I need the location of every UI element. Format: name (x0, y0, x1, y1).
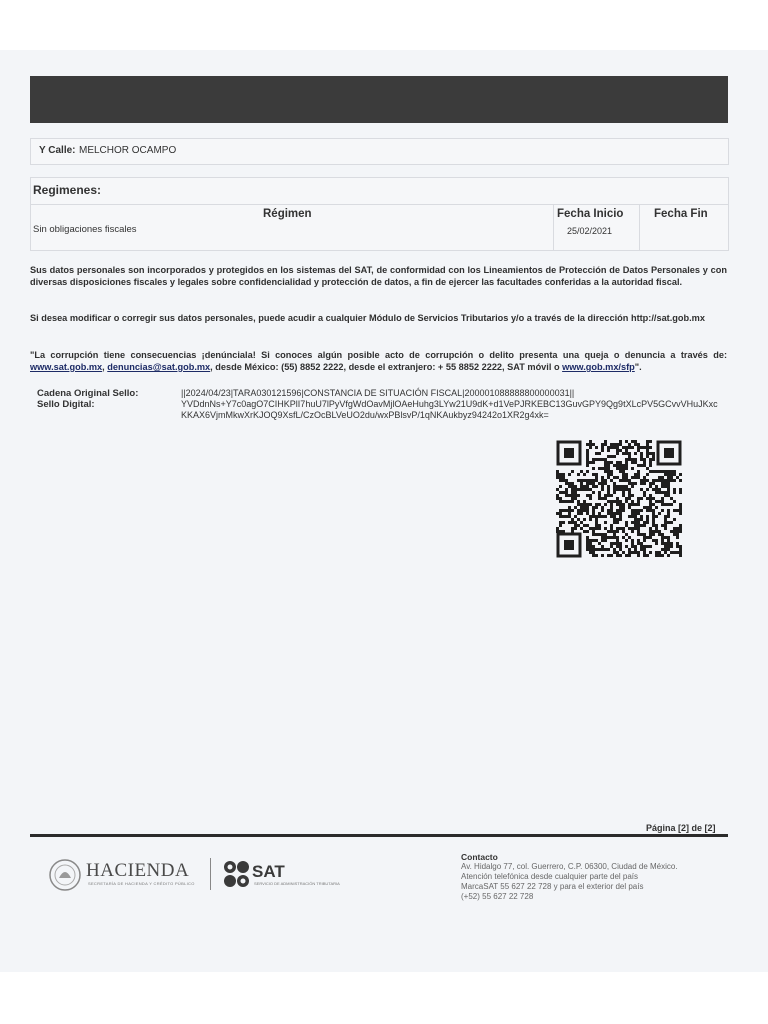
table-divider (31, 204, 728, 205)
sat-website-link[interactable]: www.sat.gob.mx (30, 362, 103, 372)
corruption-text: "La corrupción tiene consecuencias ¡denúnciala! Si conoces algún posible acto de corrupción o delito presenta una queja o denuncia a través de: (30, 350, 727, 360)
column-header-fecha-inicio: Fecha Inicio (557, 208, 624, 220)
closing-text: ". (634, 362, 642, 372)
modify-notice: Si desea modificar o corregir sus datos personales, puede acudir a cualquier Módulo de Servicios Tributarios y/o a través de la dirección http://sat.gob.mx (30, 313, 705, 323)
regimenes-table (30, 177, 729, 251)
street-value: MELCHOR OCAMPO (79, 145, 177, 156)
contact-title: Contacto (461, 852, 498, 862)
table-cell-fecha-inicio: 25/02/2021 (567, 226, 613, 236)
contact-intl-phone: (+52) 55 627 22 728 (461, 892, 534, 901)
sello-digital-value: YVDdnNs+Y7c0agO7CIHKPlI7huU7lPyVfgWdOavMjlOAeHuhg3LYw21U9dK+d1VePJRKEBC13GuvGPY9Qg9tXLcPV5GCvvVHuJKxcKKAX6VjmMkwXrKJOQ9XsfL/CzOcBLVeUO2du/wxPBlsvP/1qNKAukbyz94242o1XR2g4xk= (181, 399, 718, 420)
sat-logo-icon (222, 860, 252, 888)
sello-digital-label: Sello Digital: (37, 399, 95, 410)
phone-text: , desde México: (55) 8852 2222, desde el extranjero: + 55 8852 2222, SAT móvil o (210, 362, 563, 372)
contact-address: Av. Hidalgo 77, col. Guerrero, C.P. 06300, Ciudad de México. (461, 862, 678, 871)
hacienda-logo-text: HACIENDA (86, 860, 190, 881)
cadena-original-label: Cadena Original Sello: (37, 388, 139, 399)
page-number: Página [2] de [2] (646, 823, 716, 833)
address-section (30, 138, 729, 165)
footer-divider (30, 834, 728, 837)
qr-code-icon (556, 440, 682, 558)
logo-divider (210, 858, 211, 890)
column-divider (639, 204, 640, 250)
seal-values (181, 388, 721, 421)
seal-labels (37, 388, 138, 410)
street-label: Y Calle: (39, 145, 76, 156)
sfp-website-link[interactable]: www.gob.mx/sfp (562, 362, 635, 372)
privacy-notice: Sus datos personales son incorporados y protegidos en los sistemas del SAT, de conformidad con los Lineamientos de Protección de Datos Personales y con diversas disposiciones fiscales y legales sobre confidencialidad y protección de datos, a fin de ejercer las facultades conferidas a la autoridad fiscal. (30, 265, 727, 287)
contact-block (461, 852, 721, 902)
column-header-regimen: Régimen (263, 208, 312, 220)
separator-text: , (102, 362, 108, 372)
regimenes-title: Regimenes: (33, 183, 102, 197)
column-header-fecha-fin: Fecha Fin (654, 208, 708, 220)
table-cell-regimen: Sin obligaciones fiscales (33, 224, 137, 235)
denuncias-email-link[interactable]: denuncias@sat.gob.mx (107, 362, 211, 372)
column-divider (553, 204, 554, 250)
header-bar (30, 76, 728, 123)
sat-subtitle: SERVICIO DE ADMINISTRACIÓN TRIBUTARIA (254, 881, 340, 886)
contact-phone-note: Atención telefónica desde cualquier parte del país (461, 872, 639, 881)
contact-marcasat: MarcaSAT 55 627 22 728 y para el exterior del país (461, 882, 644, 891)
sat-logo-text: SAT (252, 862, 285, 881)
mexico-coat-of-arms-icon (48, 858, 82, 892)
corruption-notice (30, 349, 727, 373)
cadena-original-value: ||2024/04/23|TARA030121596|CONSTANCIA DE SITUACIÓN FISCAL|200001088888800000031|| (181, 388, 575, 398)
hacienda-subtitle: SECRETARÍA DE HACIENDA Y CRÉDITO PÚBLICO (88, 881, 195, 886)
